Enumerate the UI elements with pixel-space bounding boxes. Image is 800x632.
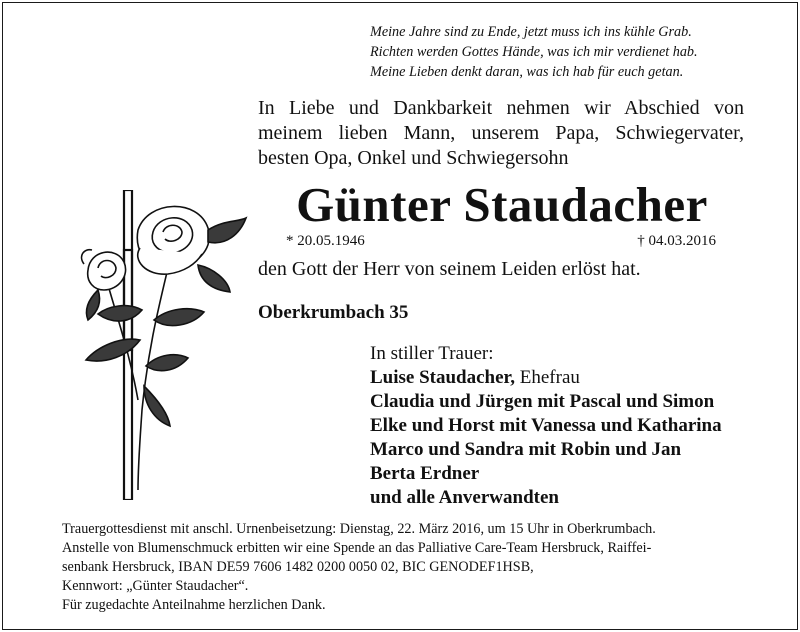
intro-line: besten Opa, Onkel und Schwiegersohn	[258, 147, 569, 169]
death-date: † 04.03.2016	[637, 233, 716, 249]
spouse-row	[370, 366, 722, 390]
birth-date: * 20.05.1946	[286, 233, 365, 249]
address: Oberkrumbach 35	[258, 302, 409, 323]
roses-icon	[82, 206, 246, 490]
mourner-family: Marco und Sandra mit Robin und Jan	[370, 439, 682, 460]
footer-line: Anstelle von Blumenschmuck erbitten wir eine Spende an das Palliative Care-Team Hersbruck, Raiffei-	[62, 540, 652, 556]
spouse-name: Luise Staudacher,	[370, 367, 515, 388]
footer-line: senbank Hersbruck, IBAN DE59 7606 1482 0200 0050 02, BIC GENODEF1HSB,	[62, 559, 534, 575]
intro-text	[258, 96, 744, 171]
deceased-name: Günter Staudacher	[296, 177, 708, 232]
poem-line: Meine Jahre sind zu Ende, jetzt muss ich ins kühle Grab.	[370, 24, 692, 40]
mourner-family: Elke und Horst mit Vanessa und Katharina	[370, 415, 722, 436]
mourners-heading: In stiller Trauer:	[370, 343, 494, 364]
footer-line: Für zugedachte Anteilnahme herzlichen Dank.	[62, 597, 326, 613]
cross-with-roses	[58, 190, 248, 500]
mourner-family: Claudia und Jürgen mit Pascal und Simon	[370, 391, 715, 412]
poem-line: Richten werden Gottes Hände, was ich mir verdienet hab.	[370, 44, 698, 60]
released-text: den Gott der Herr von seinem Leiden erlöst hat.	[258, 258, 641, 280]
footer-line: Trauergottesdienst mit anschl. Urnenbeisetzung: Dienstag, 22. März 2016, um 15 Uhr in Oberkrumbach.	[62, 521, 656, 537]
intro-line: meinem lieben Mann, unserem Papa, Schwiegervater,	[258, 122, 744, 144]
service-info	[62, 520, 742, 615]
intro-line: In Liebe und Dankbarkeit nehmen wir Abschied von	[258, 97, 744, 119]
poem-line: Meine Lieben denkt daran, was ich hab für euch getan.	[370, 64, 684, 80]
poem	[370, 22, 698, 82]
mourners-list	[370, 342, 722, 510]
footer-line: Kennwort: „Günter Staudacher“.	[62, 578, 249, 594]
spouse-role: Ehefrau	[515, 367, 580, 388]
mourner-family: Berta Erdner	[370, 463, 480, 484]
mourner-family: und alle Anverwandten	[370, 487, 559, 508]
